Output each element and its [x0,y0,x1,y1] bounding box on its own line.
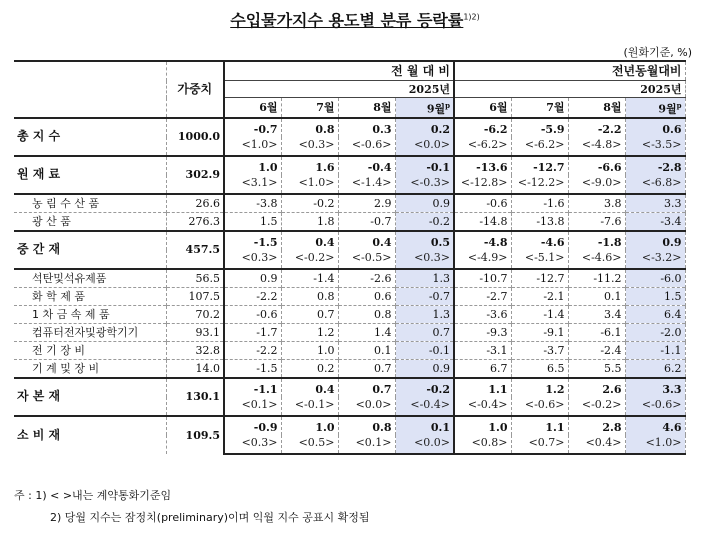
mom-month-header: 6월 [224,98,281,118]
mom-value-cell: 1.5 [224,212,281,231]
weight-cell: 302.9 [166,156,224,194]
weight-cell: 276.3 [166,212,224,231]
footnote-2: 2) 당월 지수는 잠정치(preliminary)이며 익월 지수 공표시 확정됨 [50,511,370,524]
yoy-value-cell: -2.2 [568,118,625,137]
mom-value-cell: -1.5 [224,359,281,378]
mom-contract-cell: <0.1> [224,397,281,416]
mom-value-cell: -0.2 [281,194,338,213]
yoy-value-cell: -2.7 [454,287,511,305]
yoy-value-cell: -3.4 [625,212,685,231]
mom-contract-cell: <0.3> [224,435,281,454]
mom-value-cell: -1.7 [224,323,281,341]
weight-cell: 14.0 [166,359,224,378]
yoy-value-cell: 6.5 [511,359,568,378]
mom-contract-cell: <0.1> [338,435,395,454]
yoy-value-cell: -1.6 [511,194,568,213]
weight-cell: 56.5 [166,269,224,288]
mom-value-cell: 0.4 [281,231,338,250]
mom-value-cell: -0.1 [395,341,454,359]
yoy-value-cell: 6.2 [625,359,685,378]
mom-value-cell: 1.6 [281,156,338,175]
mom-value-cell: 1.2 [281,323,338,341]
mom-value-cell: 1.0 [281,341,338,359]
yoy-value-cell: -11.2 [568,269,625,288]
yoy-value-cell: 2.6 [568,378,625,397]
mom-contract-cell: <0.0> [338,397,395,416]
yoy-value-cell: 3.3 [625,194,685,213]
yoy-contract-cell: <0.8> [454,435,511,454]
yoy-contract-cell: <0.4> [568,435,625,454]
mom-contract-cell: <0.3> [395,250,454,269]
yoy-contract-cell: <-3.2> [625,250,685,269]
mom-value-cell: 0.9 [395,359,454,378]
yoy-value-cell: -2.8 [625,156,685,175]
yoy-value-cell: -13.8 [511,212,568,231]
mom-value-cell: -0.2 [395,212,454,231]
yoy-value-cell: 6.7 [454,359,511,378]
row-label: 농 림 수 산 품 [14,194,166,213]
prelim-mark: p [445,101,451,110]
mom-group-header: 전 월 대 비 [224,61,454,81]
yoy-value-cell: -12.7 [511,269,568,288]
mom-value-cell: -2.2 [224,287,281,305]
mom-value-cell: 0.1 [338,341,395,359]
mom-value-cell: 0.2 [395,118,454,137]
table-title [0,8,710,31]
mom-value-cell: 0.3 [338,118,395,137]
mom-contract-cell: <0.3> [281,137,338,156]
yoy-contract-cell: <-6.8> [625,175,685,194]
mom-contract-cell: <0.3> [224,250,281,269]
mom-value-cell: -0.6 [224,305,281,323]
mom-contract-cell: <0.0> [395,435,454,454]
row-label: 석탄및석유제품 [14,269,166,288]
weight-cell: 457.5 [166,231,224,269]
yoy-value-cell: -2.4 [568,341,625,359]
yoy-contract-cell: <-0.6> [511,397,568,416]
mom-value-cell: 0.7 [338,359,395,378]
mom-value-cell: -2.6 [338,269,395,288]
yoy-month-header: 9월$^p$ [625,98,685,118]
mom-contract-cell: <-1.4> [338,175,395,194]
yoy-value-cell: -1.4 [511,305,568,323]
row-label: 화 학 제 품 [14,287,166,305]
mom-value-cell: 1.3 [395,305,454,323]
row-label: 소 비 재 [14,416,166,454]
yoy-value-cell: -10.7 [454,269,511,288]
yoy-value-cell: -3.7 [511,341,568,359]
yoy-value-cell: -3.1 [454,341,511,359]
mom-value-cell: 0.4 [338,231,395,250]
yoy-value-cell: 1.1 [511,416,568,435]
mom-month-header: 9월$^p$ [395,98,454,118]
yoy-contract-cell: <-4.9> [454,250,511,269]
row-label: 전 기 장 비 [14,341,166,359]
yoy-group-header: 전년동월대비 [454,61,685,81]
mom-contract-cell: <0.5> [281,435,338,454]
mom-value-cell: 0.4 [281,378,338,397]
footnote-1: 주 : 1) < >내는 계약통화기준임 [14,489,172,502]
yoy-contract-cell: <-5.1> [511,250,568,269]
weight-cell: 130.1 [166,378,224,416]
yoy-value-cell: -2.0 [625,323,685,341]
yoy-month-header: 8월 [568,98,625,118]
row-label: 기 계 및 장 비 [14,359,166,378]
weight-cell: 109.5 [166,416,224,454]
yoy-value-cell: 5.5 [568,359,625,378]
yoy-month-header: 7월 [511,98,568,118]
mom-value-cell: 1.4 [338,323,395,341]
yoy-value-cell: -6.1 [568,323,625,341]
mom-value-cell: 0.8 [338,416,395,435]
mom-value-cell: -0.2 [395,378,454,397]
yoy-value-cell: 2.8 [568,416,625,435]
yoy-value-cell: 1.5 [625,287,685,305]
weight-cell: 26.6 [166,194,224,213]
yoy-contract-cell: <0.7> [511,435,568,454]
yoy-value-cell: -2.1 [511,287,568,305]
mom-value-cell: 0.1 [395,416,454,435]
mom-value-cell: 0.8 [281,118,338,137]
mom-value-cell: -2.2 [224,341,281,359]
yoy-contract-cell: <-0.2> [568,397,625,416]
mom-value-cell: 0.7 [395,323,454,341]
title-text: 수입물가지수 용도별 분류 등락률 [230,11,464,30]
mom-value-cell: 0.5 [395,231,454,250]
yoy-value-cell: 1.1 [454,378,511,397]
yoy-value-cell: -6.2 [454,118,511,137]
weight-cell: 107.5 [166,287,224,305]
yoy-value-cell: -5.9 [511,118,568,137]
yoy-value-cell: 0.6 [625,118,685,137]
mom-value-cell: 1.0 [281,416,338,435]
mom-contract-cell: <-0.1> [281,397,338,416]
yoy-value-cell: -1.1 [625,341,685,359]
yoy-contract-cell: <-3.5> [625,137,685,156]
row-label: 자 본 재 [14,378,166,416]
mom-month-header: 7월 [281,98,338,118]
mom-month-header: 8월 [338,98,395,118]
yoy-contract-cell: <-0.6> [625,397,685,416]
yoy-value-cell: -6.0 [625,269,685,288]
import-price-table [14,60,686,455]
yoy-value-cell: 0.1 [568,287,625,305]
mom-value-cell: 0.8 [338,305,395,323]
mom-contract-cell: <1.0> [281,175,338,194]
row-label: 총 지 수 [14,118,166,156]
weight-cell: 32.8 [166,341,224,359]
mom-value-cell: -0.7 [338,212,395,231]
yoy-contract-cell: <-6.2> [511,137,568,156]
mom-value-cell: -0.7 [395,287,454,305]
yoy-value-cell: -9.3 [454,323,511,341]
yoy-value-cell: -4.6 [511,231,568,250]
mom-value-cell: 0.8 [281,287,338,305]
mom-value-cell: 0.9 [224,269,281,288]
yoy-value-cell: 1.2 [511,378,568,397]
row-label: 1 차 금 속 제 품 [14,305,166,323]
row-label: 원 재 료 [14,156,166,194]
mom-value-cell: -1.1 [224,378,281,397]
mom-contract-cell: <-0.3> [395,175,454,194]
yoy-contract-cell: <-4.6> [568,250,625,269]
mom-value-cell: 1.3 [395,269,454,288]
mom-value-cell: -1.4 [281,269,338,288]
yoy-contract-cell: <-0.4> [454,397,511,416]
yoy-value-cell: -7.6 [568,212,625,231]
mom-value-cell: 0.2 [281,359,338,378]
yoy-value-cell: 3.8 [568,194,625,213]
yoy-value-cell: -14.8 [454,212,511,231]
yoy-contract-cell: <-9.0> [568,175,625,194]
mom-contract-cell: <-0.6> [338,137,395,156]
weight-cell: 70.2 [166,305,224,323]
corner-cell [14,61,166,118]
mom-value-cell: 2.9 [338,194,395,213]
yoy-contract-cell: <1.0> [625,435,685,454]
yoy-value-cell: -4.8 [454,231,511,250]
yoy-value-cell: -3.6 [454,305,511,323]
mom-value-cell: 0.7 [281,305,338,323]
mom-value-cell: 1.8 [281,212,338,231]
mom-value-cell: -0.4 [338,156,395,175]
mom-value-cell: -3.8 [224,194,281,213]
weight-header: 가중치 [166,61,224,118]
yoy-month-header: 6월 [454,98,511,118]
yoy-contract-cell: <-6.2> [454,137,511,156]
mom-value-cell: 0.6 [338,287,395,305]
mom-year-header: 2025년 [224,81,454,98]
prelim-mark: p [676,101,682,110]
mom-value-cell: 0.7 [338,378,395,397]
mom-value-cell: -0.1 [395,156,454,175]
mom-contract-cell: <0.0> [395,137,454,156]
yoy-value-cell: -1.8 [568,231,625,250]
yoy-value-cell: 3.4 [568,305,625,323]
yoy-value-cell: -6.6 [568,156,625,175]
yoy-value-cell: 0.9 [625,231,685,250]
yoy-value-cell: 1.0 [454,416,511,435]
mom-value-cell: -0.9 [224,416,281,435]
mom-contract-cell: <-0.4> [395,397,454,416]
mom-contract-cell: <3.1> [224,175,281,194]
row-label: 광 산 품 [14,212,166,231]
mom-value-cell: -0.7 [224,118,281,137]
yoy-value-cell: -13.6 [454,156,511,175]
mom-value-cell: 0.9 [395,194,454,213]
mom-contract-cell: <-0.5> [338,250,395,269]
yoy-value-cell: 4.6 [625,416,685,435]
weight-cell: 1000.0 [166,118,224,156]
yoy-year-header: 2025년 [454,81,685,98]
unit-label: (원화기준, %) [623,46,692,59]
yoy-value-cell: 3.3 [625,378,685,397]
weight-cell: 93.1 [166,323,224,341]
row-label: 컴퓨터전자및광학기기 [14,323,166,341]
yoy-value-cell: -12.7 [511,156,568,175]
mom-value-cell: -1.5 [224,231,281,250]
yoy-contract-cell: <-12.2> [511,175,568,194]
row-label: 중 간 재 [14,231,166,269]
yoy-value-cell: -9.1 [511,323,568,341]
yoy-value-cell: -0.6 [454,194,511,213]
yoy-contract-cell: <-4.8> [568,137,625,156]
title-footnote-mark: 1)2) [463,12,480,22]
mom-contract-cell: <-0.2> [281,250,338,269]
mom-value-cell: 1.0 [224,156,281,175]
yoy-contract-cell: <-12.8> [454,175,511,194]
mom-contract-cell: <1.0> [224,137,281,156]
yoy-value-cell: 6.4 [625,305,685,323]
